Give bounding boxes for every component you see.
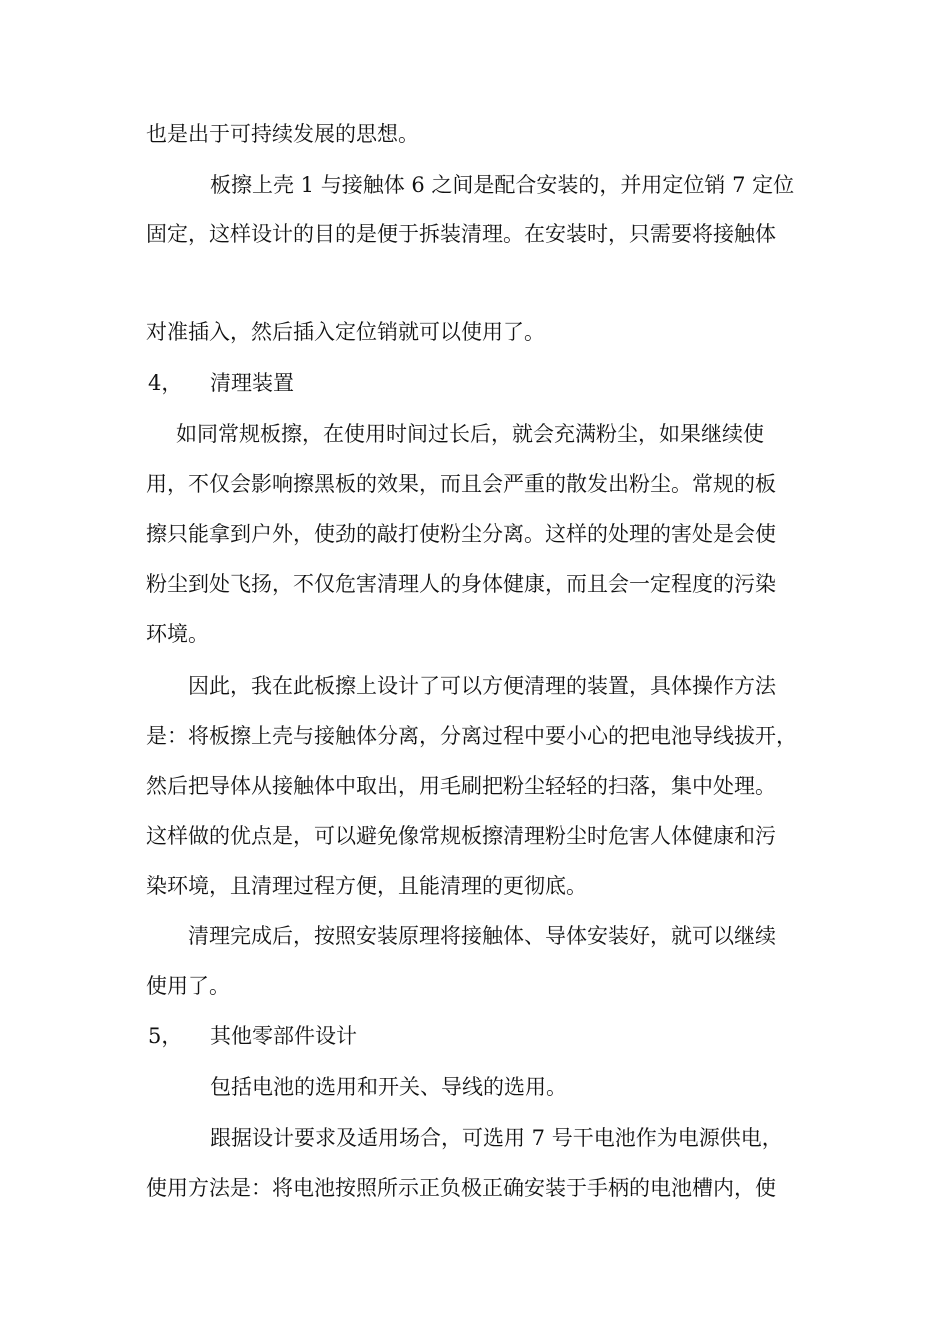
section-4-title: 清理装置	[210, 371, 294, 395]
paragraph-line: 因此，我在此板擦上设计了可以方便清理的装置，具体操作方法	[188, 674, 776, 698]
section-5-number: 5，	[148, 1024, 183, 1048]
paragraph-line: 染环境，且清理过程方便，且能清理的更彻底。	[146, 874, 587, 898]
paragraph-line: 对准插入，然后插入定位销就可以使用了。	[146, 320, 545, 344]
paragraph-line: 然后把导体从接触体中取出，用毛刷把粉尘轻轻的扫落，集中处理。	[146, 774, 776, 798]
paragraph-line: 也是出于可持续发展的思想。	[146, 122, 419, 146]
paragraph-line: 粉尘到处飞扬，不仅危害清理人的身体健康，而且会一定程度的污染	[146, 572, 776, 596]
paragraph-line: 包括电池的选用和开关、导线的选用。	[210, 1075, 567, 1099]
paragraph-line: 擦只能拿到户外，使劲的敲打使粉尘分离。这样的处理的害处是会使	[146, 522, 776, 546]
paragraph-line: 清理完成后，按照安装原理将接触体、导体安装好，就可以继续	[188, 924, 776, 948]
paragraph-line: 使用了。	[146, 974, 230, 998]
paragraph-line: 环境。	[146, 622, 209, 646]
paragraph-line: 固定，这样设计的目的是便于拆装清理。在安装时，只需要将接触体	[146, 222, 776, 246]
paragraph-line: 是：将板擦上壳与接触体分离，分离过程中要小心的把电池导线拔开，	[146, 724, 797, 748]
section-4-number: 4，	[148, 371, 183, 395]
paragraph-line: 使用方法是：将电池按照所示正负极正确安装于手柄的电池槽内，使	[146, 1176, 776, 1200]
paragraph-line: 这样做的优点是，可以避免像常规板擦清理粉尘时危害人体健康和污	[146, 824, 776, 848]
paragraph-line: 跟据设计要求及适用场合，可选用 7 号干电池作为电源供电，	[210, 1126, 783, 1150]
section-5-title: 其他零部件设计	[210, 1024, 357, 1048]
paragraph-line: 用，不仅会影响擦黑板的效果，而且会严重的散发出粉尘。常规的板	[146, 472, 776, 496]
paragraph-line: 如同常规板擦，在使用时间过长后，就会充满粉尘，如果继续使	[176, 422, 764, 446]
paragraph-line: 板擦上壳 1 与接触体 6 之间是配合安装的，并用定位销 7 定位	[210, 173, 795, 197]
